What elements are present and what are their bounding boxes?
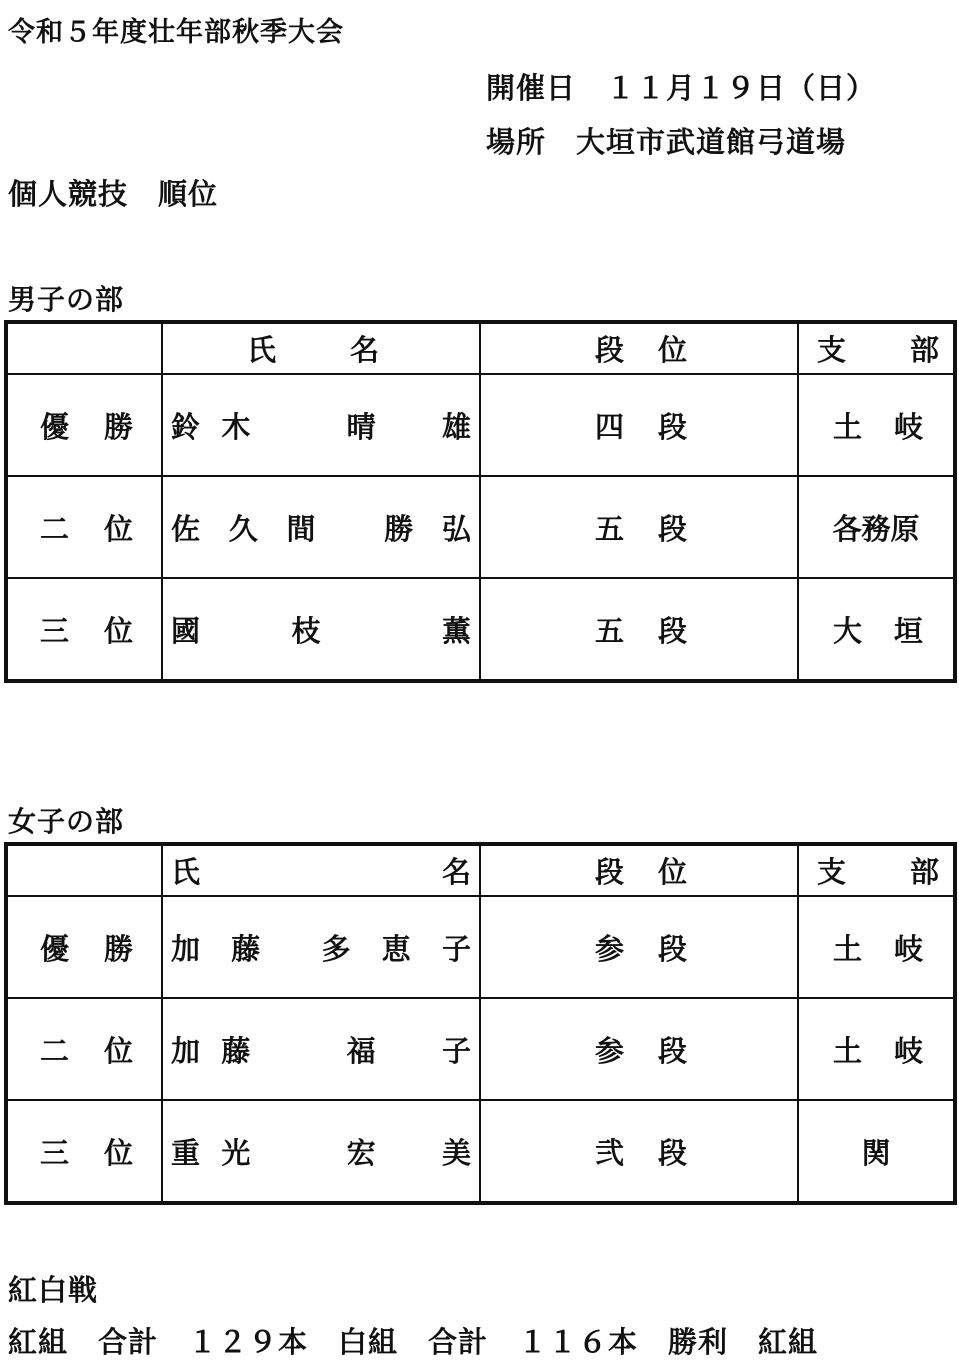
- header-branch-char: 支: [817, 333, 847, 367]
- table-header-row: [6, 844, 955, 896]
- page-title: 令和５年度壮年部秋季大会: [8, 17, 344, 48]
- rank-char: 二: [40, 511, 70, 546]
- dan-cell: [480, 1100, 798, 1203]
- dan-char: 段: [657, 511, 687, 546]
- name-char: 加: [171, 931, 201, 966]
- dan-char: 五: [595, 613, 625, 648]
- name-cell: [162, 896, 480, 998]
- header-blank: [6, 322, 162, 374]
- name-char: 間: [286, 511, 316, 546]
- kohaku-result: 紅組 合計 １２９本 白組 合計 １１６本 勝利 紅組: [8, 1325, 819, 1359]
- name-char: 國: [171, 613, 201, 648]
- header-branch: [798, 844, 955, 896]
- dan-char: 段: [657, 613, 687, 648]
- name-char: 薫: [441, 613, 471, 648]
- name-char: 佐: [171, 511, 201, 546]
- name-char: 藤: [221, 1033, 251, 1068]
- table-row: [6, 578, 955, 681]
- header-branch-char: 支: [817, 855, 847, 889]
- name-char: 勝: [384, 511, 414, 546]
- rank-char: 勝: [103, 931, 133, 966]
- name-char: 光: [221, 1135, 251, 1170]
- female-section-heading: 女子の部: [8, 805, 125, 838]
- header-branch: [798, 322, 955, 374]
- name-char: 鈴: [171, 409, 201, 444]
- rank-cell: [6, 374, 162, 476]
- dan-cell: [480, 998, 798, 1100]
- name-cell: [162, 374, 480, 476]
- rank-cell: [6, 1100, 162, 1203]
- header-dan-char: 段: [595, 855, 625, 889]
- branch-char: 土: [833, 409, 863, 444]
- table-row: [6, 998, 955, 1100]
- male-results-table: [4, 320, 957, 683]
- name-char: 加: [171, 1033, 201, 1068]
- rank-char: 優: [40, 409, 70, 444]
- branch-text: 各務原: [832, 511, 920, 546]
- rank-char: 三: [40, 613, 70, 648]
- event-date: 開催日 １１月１９日（日）: [486, 71, 877, 105]
- section-subtitle: 個人競技 順位: [8, 177, 219, 211]
- branch-cell: [798, 578, 955, 681]
- dan-char: 五: [595, 511, 625, 546]
- dan-char: 段: [657, 1135, 687, 1170]
- rank-cell: [6, 998, 162, 1100]
- header-name-char: 氏: [247, 333, 277, 367]
- header-dan-char: 位: [657, 333, 687, 367]
- male-section-heading: 男子の部: [8, 283, 125, 316]
- header-name-char: 名: [441, 855, 471, 889]
- name-cell: [162, 476, 480, 578]
- branch-char: 岐: [893, 931, 923, 966]
- name-char: 枝: [291, 613, 321, 648]
- name-char: 晴: [346, 409, 376, 444]
- name-char: 子: [441, 931, 471, 966]
- dan-char: 四: [595, 409, 625, 444]
- rank-cell: [6, 896, 162, 998]
- header-dan: [480, 322, 798, 374]
- dan-char: 段: [657, 409, 687, 444]
- dan-char: 参: [595, 1033, 625, 1068]
- header-name: [162, 322, 480, 374]
- dan-cell: [480, 896, 798, 998]
- branch-cell: [798, 476, 955, 578]
- table-header-row: [6, 322, 955, 374]
- name-char: 木: [221, 409, 251, 444]
- header-name: [162, 844, 480, 896]
- branch-char: 岐: [893, 1033, 923, 1068]
- table-row: [6, 1100, 955, 1203]
- name-cell: [162, 998, 480, 1100]
- name-char: 恵: [381, 931, 411, 966]
- table-row: [6, 476, 955, 578]
- header-name-char: 氏: [171, 855, 201, 889]
- rank-cell: [6, 476, 162, 578]
- rank-char: 二: [40, 1033, 70, 1068]
- header-dan-char: 位: [657, 855, 687, 889]
- dan-cell: [480, 578, 798, 681]
- header-name-char: 名: [349, 333, 379, 367]
- dan-char: 段: [657, 1033, 687, 1068]
- header-blank: [6, 844, 162, 896]
- name-cell: [162, 578, 480, 681]
- rank-char: 位: [103, 1033, 133, 1068]
- name-char: 福: [346, 1033, 376, 1068]
- branch-char: 垣: [893, 613, 923, 648]
- rank-char: 勝: [103, 409, 133, 444]
- branch-text: 関: [861, 1135, 891, 1170]
- name-char: 重: [171, 1135, 201, 1170]
- dan-char: 段: [657, 931, 687, 966]
- rank-char: 優: [40, 931, 70, 966]
- rank-char: 三: [40, 1135, 70, 1170]
- header-dan: [480, 844, 798, 896]
- branch-cell: [798, 998, 955, 1100]
- rank-cell: [6, 578, 162, 681]
- header-branch-char: 部: [909, 855, 939, 889]
- name-char: 宏: [346, 1135, 376, 1170]
- branch-char: 大: [833, 613, 863, 648]
- name-cell: [162, 1100, 480, 1203]
- rank-char: 位: [103, 613, 133, 648]
- header-branch-char: 部: [909, 333, 939, 367]
- dan-cell: [480, 374, 798, 476]
- name-char: 美: [441, 1135, 471, 1170]
- branch-cell: [798, 374, 955, 476]
- header-dan-char: 段: [595, 333, 625, 367]
- dan-char: 弐: [595, 1135, 625, 1170]
- branch-cell: [798, 896, 955, 998]
- female-results-table: [4, 842, 957, 1205]
- rank-char: 位: [103, 1135, 133, 1170]
- name-char: 多: [321, 931, 351, 966]
- event-venue: 場所 大垣市武道館弓道場: [486, 125, 847, 159]
- branch-char: 岐: [893, 409, 923, 444]
- rank-char: 位: [103, 511, 133, 546]
- branch-char: 土: [833, 931, 863, 966]
- branch-cell: [798, 1100, 955, 1203]
- name-char: 雄: [441, 409, 471, 444]
- name-char: 久: [228, 511, 258, 546]
- branch-char: 土: [833, 1033, 863, 1068]
- name-char: 弘: [441, 511, 471, 546]
- name-char: 藤: [231, 931, 261, 966]
- table-row: [6, 896, 955, 998]
- name-char: 子: [441, 1033, 471, 1068]
- kohaku-heading: 紅白戦: [8, 1273, 99, 1307]
- table-row: [6, 374, 955, 476]
- dan-cell: [480, 476, 798, 578]
- dan-char: 参: [595, 931, 625, 966]
